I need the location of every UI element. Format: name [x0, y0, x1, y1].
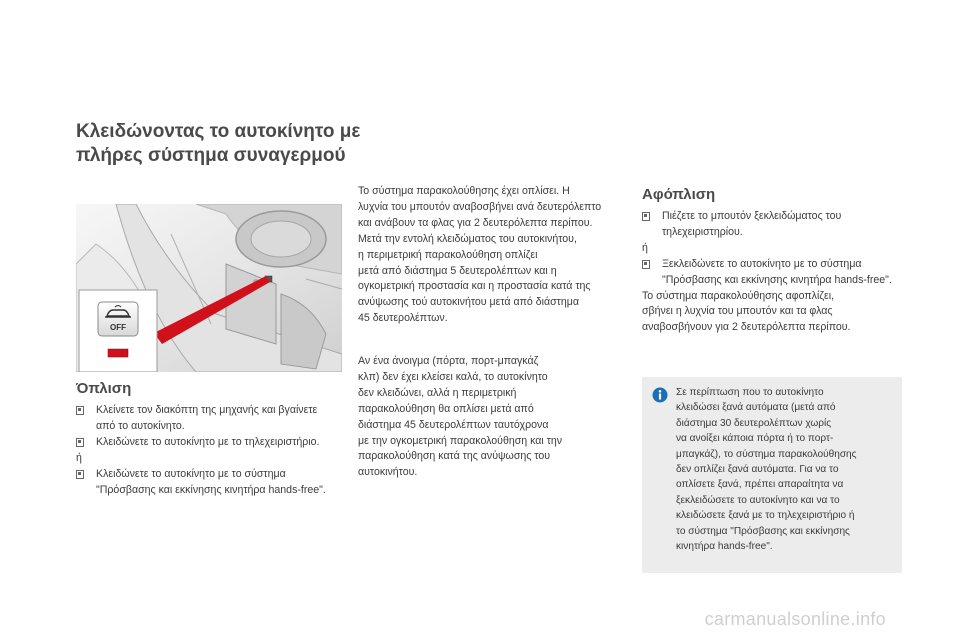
- dashboard-drawing: [76, 204, 342, 372]
- bullet-icon: [76, 406, 84, 415]
- unlocking-heading: Αφόπλιση: [642, 186, 716, 203]
- watermark: carmanualsonline.info: [704, 609, 886, 629]
- info-icon: [652, 387, 668, 403]
- list-item: Κλειδώνετε το αυτοκίνητο με το σύστημα "Πρόσβασης και εκκίνησης κινητήρα hands-free".: [76, 467, 338, 499]
- list-item: Πιέζετε το μπουτόν ξεκλειδώματος του τηλεχειριστηρίου.: [642, 209, 906, 241]
- or-separator: ή: [76, 451, 82, 464]
- title-line-2: πλήρες σύστημα συναγερμού: [76, 145, 346, 166]
- locking-list: [76, 403, 338, 498]
- unlocking-paragraph: Το σύστημα παρακολούθησης αφοπλίζει, σβήνει η λυχνία του μπουτόν και τα φλας αναβοσβήνουν για 2 δευτερόλεπτα περίπου.: [642, 289, 851, 334]
- info-text: Σε περίπτωση που το αυτοκίνητο κλειδώσει ξανά αυτόματα (μετά από διάστημα 30 δευτερολέπτων χωρίς να ανοίξει κάποια πόρτα ή το πορτ- μπαγκάζ), το σύστημα παρακολούθησης δεν οπλίζει ξανά αυτόματα. Για να το οπλίσετε ξανά, πρέπει απαραίτητα να ξεκλειδώσετε το αυτοκίνητο και να το κλειδώσετε ξανά με το τηλεχειριστήριο ή το σύστημα "Πρόσβασης και εκκίνησης κινητήρα hands-free".: [676, 387, 857, 553]
- status-paragraph: Το σύστημα παρακολούθησης έχει οπλίσει. Η λυχνία του μπουτόν αναβοσβήνει ανά δευτερόλεπτο και ανάβουν τα φλας για 2 δευτερόλεπτα περίπου. Μετά την εντολή κλειδώματος του αυτοκινήτου, η περιμετρική παρακολούθηση οπλίζει μετά από διάστημα 5 δευτερολέπτων και η ογκομετρική προστασία και η προστασία κατά της ανύψωσης τού αυτοκινήτου μετά από διάστημα 45 δευτερολέπτων.: [358, 185, 602, 325]
- bullet-icon: [76, 470, 84, 479]
- page-title: [76, 120, 376, 168]
- locking-heading: Όπλιση: [76, 380, 132, 397]
- list-item: Κλείνετε τον διακόπτη της μηχανής και βγαίνετε από το αυτοκίνητο.: [76, 403, 338, 435]
- button-off-label: OFF: [110, 323, 126, 332]
- title-line-1: Κλειδώνοντας το αυτοκίνητο με: [76, 121, 361, 142]
- open-door-paragraph: Αν ένα άνοιγμα (πόρτα, πορτ-μπαγκάζ κλπ) δεν έχει κλείσει καλά, το αυτοκίνητο δεν κλειδώνει, αλλά η περιμετρική παρακολούθηση θα οπλίσει μετά από διάστημα 45 δευτερολέπτων ταυτόχρονα με την ογκομετρική παρακολούθηση και την παρακολούθηση κατά της ανύψωσης του αυτοκινήτου.: [358, 355, 563, 479]
- indicator-light: [108, 349, 128, 357]
- bullet-icon: [76, 438, 84, 447]
- or-separator: ή: [642, 241, 648, 254]
- bullet-icon: [642, 260, 650, 269]
- info-box: [642, 377, 902, 573]
- bullet-icon: [642, 212, 650, 221]
- list-item: Κλειδώνετε το αυτοκίνητο με το τηλεχειριστήριο.: [76, 435, 338, 451]
- dashboard-illustration: [76, 204, 342, 372]
- unlocking-list: [642, 209, 906, 336]
- list-item: Ξεκλειδώνετε το αυτοκίνητο με το σύστημα "Πρόσβασης και εκκίνησης κινητήρα hands-free".: [642, 257, 906, 289]
